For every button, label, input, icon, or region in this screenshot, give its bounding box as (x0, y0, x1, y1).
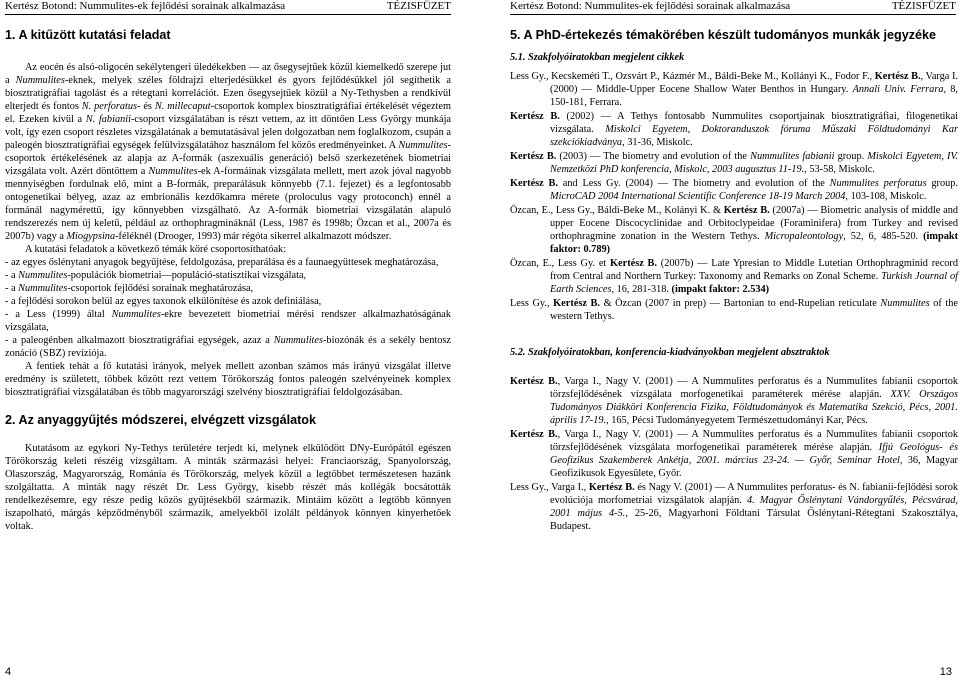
reference: Özcan, E., Less Gy. et Kertész B. (2007b) — Late Ypresian to Middle Lutetian Orthophragminid record from Central and Northern Turkey: Taxonomy and Remarks on Zonal Scheme. Turkish Journal of Earth Sciences, 16, 281-318. (impakt faktor: 2.534) (510, 258, 959, 295)
list-item: - az egyes őslénytani anyagok begyűjtése, feldolgozása, preparálása és a faunaegyüttesek meghatározása, (5, 257, 439, 268)
list-item: - a Nummulites-csoportok fejlődési sorainak meghatározása, (5, 283, 254, 294)
list-item: - a Less (1999) által Nummulites-ekre bevezetett biometriai mérési rendszer alkalmazhatóságának vizsgálata, (5, 309, 451, 333)
running-header (510, 0, 956, 15)
section-title: 5. A PhD-értekezés témakörében készült tudományos munkák jegyzéke (510, 28, 937, 42)
paragraph: A kutatási feladatok a következő témák köré csoportosíthatóak: (25, 244, 287, 255)
left-body (5, 28, 451, 533)
reference: Kertész B. (2003) — The biometry and evolution of the Nummulites fabianii group. Miskolci Egyetem, IV. Nemzetközi PhD konferencia, Miskolc, 2003 augusztus 11-19., 53-58, Miskolc. (510, 151, 959, 175)
list-item: - a fejlődési sorokon belül az egyes taxonok elkülönítése és azok definiálása, (5, 296, 322, 307)
running-header (5, 0, 451, 15)
reference: Kertész B. (2002) — A Tethys fontosabb Nummulites csoportjainak biosztratigráfiai, filogenetikai vizsgálata. Miskolci Egyetem, Doktoranduszok fóruma Műszaki Földtudományi Kar szekciókiadványa, 31-36, Miskolc. (510, 111, 958, 148)
paragraph: Az eocén és alsó-oligocén sekélytengeri üledékekben — az ősegysejtűek közül kiemelkedő szerepe jut a Nummulites-eknek, melyek széles földrajzi elterjedésükkel és gyors fejlődésükkel jól segíthetik a biosztratigráfiai tagolást és a rétegtani korrelációt. Ezen ősegysejtűek közül a Ny-Tethysben a rendkívül elterjedt és fontos N. perforatus- és N. millecaput-csoportok komplex biosztratigráfiai értékelését végeztem el. Ezeken kívül a N. fabianii-csoport vizsgálatában is részt vettem, az itt döntően Less György munkája volt, így ezen csoport részletes vizsgálatának a bemutatásával jelen dolgozatban nem foglalkozom, csupán a paleogén biosztratigráfiai egységek felülvizsgálatához használom fel közös eredményeinket. A Nummulites-csoportok értékelésének az alapja az A-formák (aszexuális generáció) belső szerkezetének biometriai vizsgálata volt. Azért döntöttem a Nummulites-ek A-formáinak vizsgálata mellett, mert azok jóval nagyobb mennyiségben fordulnak elő, mint a B-formák, preparálásuk könnyebb (7.1. fejezet) és a legfontosabb ontogenetikai bélyeg, azaz az embrionális kezdőkamra mérete (proloculus vagy protoconch) ennél a formánál nagymérettű, így könnyebben vizsgálható. Az A-formák biometriai vizsgálatán alapuló rendszerezés nem új keletű, például az orthophragmináknál (Less, 1987 és 1998b; Özcan et al., 2007a és 2007b) vagy a Miogypsina-féléknél (Drooger, 1993) már régóta sikerrel alkalmazott módszer. (5, 62, 451, 242)
subsection-title: 5.1. Szakfolyóiratokban megjelent cikkek (510, 52, 685, 63)
spacer (5, 399, 451, 413)
paragraph: Kutatásom az egykori Ny-Tethys területére terjedt ki, melynek elkülödött DNy-Európától egészen Törökország keleti részéig vizsgáltam. A minták származási helyei: Franciaország, Spanyolország, Olaszország, Magyarország, Románia és Törökország, melyek közül a legtöbbet természetesen hazánk szolgáltatta. A minták nagy részét Dr. Less György, kisebb részét más kollégák bocsátották rendelkezésemre, egy része pedig közös gyűjtésekből származik. Mintáim között a legtöbb könnyen iszapolható, márgás képződményből származik, amelyekből izolált példányok könnyen kinyerhetőek voltak. (5, 443, 451, 532)
reference: Less Gy., Kecskeméti T., Ozsvárt P., Kázmér M., Báldi-Beke M., Kollányi K., Fodor F., Kertész B., Varga I. (2000) — Middle-Upper Eocene Shallow Water Benthos in Hungary. Annali Univ. Ferrara, 8, 150-181, Ferrara. (510, 71, 959, 108)
section-title: 1. A kitűzött kutatási feladat (5, 28, 171, 42)
reference: Less Gy., Varga I., Kertész B. és Nagy V. (2001) — A Nummulites perforatus- és N. fabianii-fejlődési sorok evolúciója morfometriai vizsgálatok alapján. 4. Magyar Őslénytani Vándorgyűlés, Pécsvárad, 2001 május 4-5., 25-26, Magyarhoni Földtani Társulat Őslénytani-Rétegtani Szakosztálya, Budapest. (510, 482, 958, 532)
reference: Kertész B., Varga I., Nagy V. (2001) — A Nummulites perforatus és a Nummulites fabianii csoportok törzsfejlődésének vizsgálata morfogenetikai paraméterek mérése alapján. Ifjú Geológus- és Geofizikus Szakemberek Ankétja, 2001. március 23-24. — Győr, Seminar Hotel, 36, Magyar Geofizikusok Egyesülete, Győr. (510, 429, 959, 479)
section-title: 2. Az anyaggyűjtés módszerei, elvégzett vizsgálatok (5, 413, 316, 427)
right-page (500, 0, 959, 682)
page-number: 4 (5, 666, 12, 678)
right-body (510, 28, 958, 534)
header-title: Kertész Botond: Nummulites-ek fejlődési sorainak alkalmazása (5, 0, 286, 12)
spacer (510, 324, 958, 338)
header-label: TÉZISFÜZET (386, 0, 451, 12)
header-label: TÉZISFÜZET (891, 0, 956, 12)
subsection-title: 5.2. Szakfolyóiratokban, konferencia-kiadványokban megjelent absztraktok (510, 347, 830, 358)
reference: Less Gy., Kertész B. & Özcan (2007 in prep) — Bartonian to end-Rupelian reticulate Nummulites of the western Tethys. (510, 298, 959, 322)
reference: Kertész B., Varga I., Nagy V. (2001) — A Nummulites perforatus és a Nummulites fabianii csoportok törzsfejlődésének vizsgálata morfogenetikai paraméterek mérése alapján. XXV. Országos Tudományos Diákköri Konferencia Fizika, Földtudományok és Matematika Szekció, Pécs, 2001. április 17-19., 165, Pécsi Tudományegyetem Természettudományi Kar, Pécs. (510, 376, 959, 426)
list-item: - a Nummulites-populációk biometriai—populáció-statisztikai vizsgálata, (5, 270, 307, 281)
header-title: Kertész Botond: Nummulites-ek fejlődési sorainak alkalmazása (510, 0, 791, 12)
spacer (5, 432, 451, 442)
list-item: - a paleogénben alkalmazott biosztratigráfiai egységek, azaz a Nummulites-biozónák és a sekély bentosz zonáció (SBZ) revíziója. (5, 335, 451, 359)
spacer (510, 365, 958, 375)
paragraph: A fentiek tehát a fő kutatási irányok, melyek mellett azonban számos más irányú vizsgálat illetve eredmény is született, többek között rezt vettem Törökország fontos paleogén szelvényeinek komplex biosztratigráfiai vizsgálatában és több magyarországi szelvény biosztratigráfiai feldolgozásában. (5, 361, 451, 398)
reference: Özcan, E., Less Gy., Báldi-Beke M., Kolányi K. & Kertész B. (2007a) — Biometric analysis of middle and upper Eocene Discocyclinidae and Orbitoclypeidae (Foraminifera) from Turkey and revised orthophragmine zonation in the Western Tethys. Micropaleontology, 52, 6, 485-520. (impakt faktor: 0.789) (510, 205, 958, 255)
reference: Kertész B. and Less Gy. (2004) — The biometry and evolution of the Nummulites perforatus group. MicroCAD 2004 International Scientific Conference 18-19 March 2004, 103-108, Miskolc. (510, 178, 958, 202)
left-page (0, 0, 468, 682)
page-number: 13 (939, 666, 952, 678)
spacer (5, 47, 451, 61)
